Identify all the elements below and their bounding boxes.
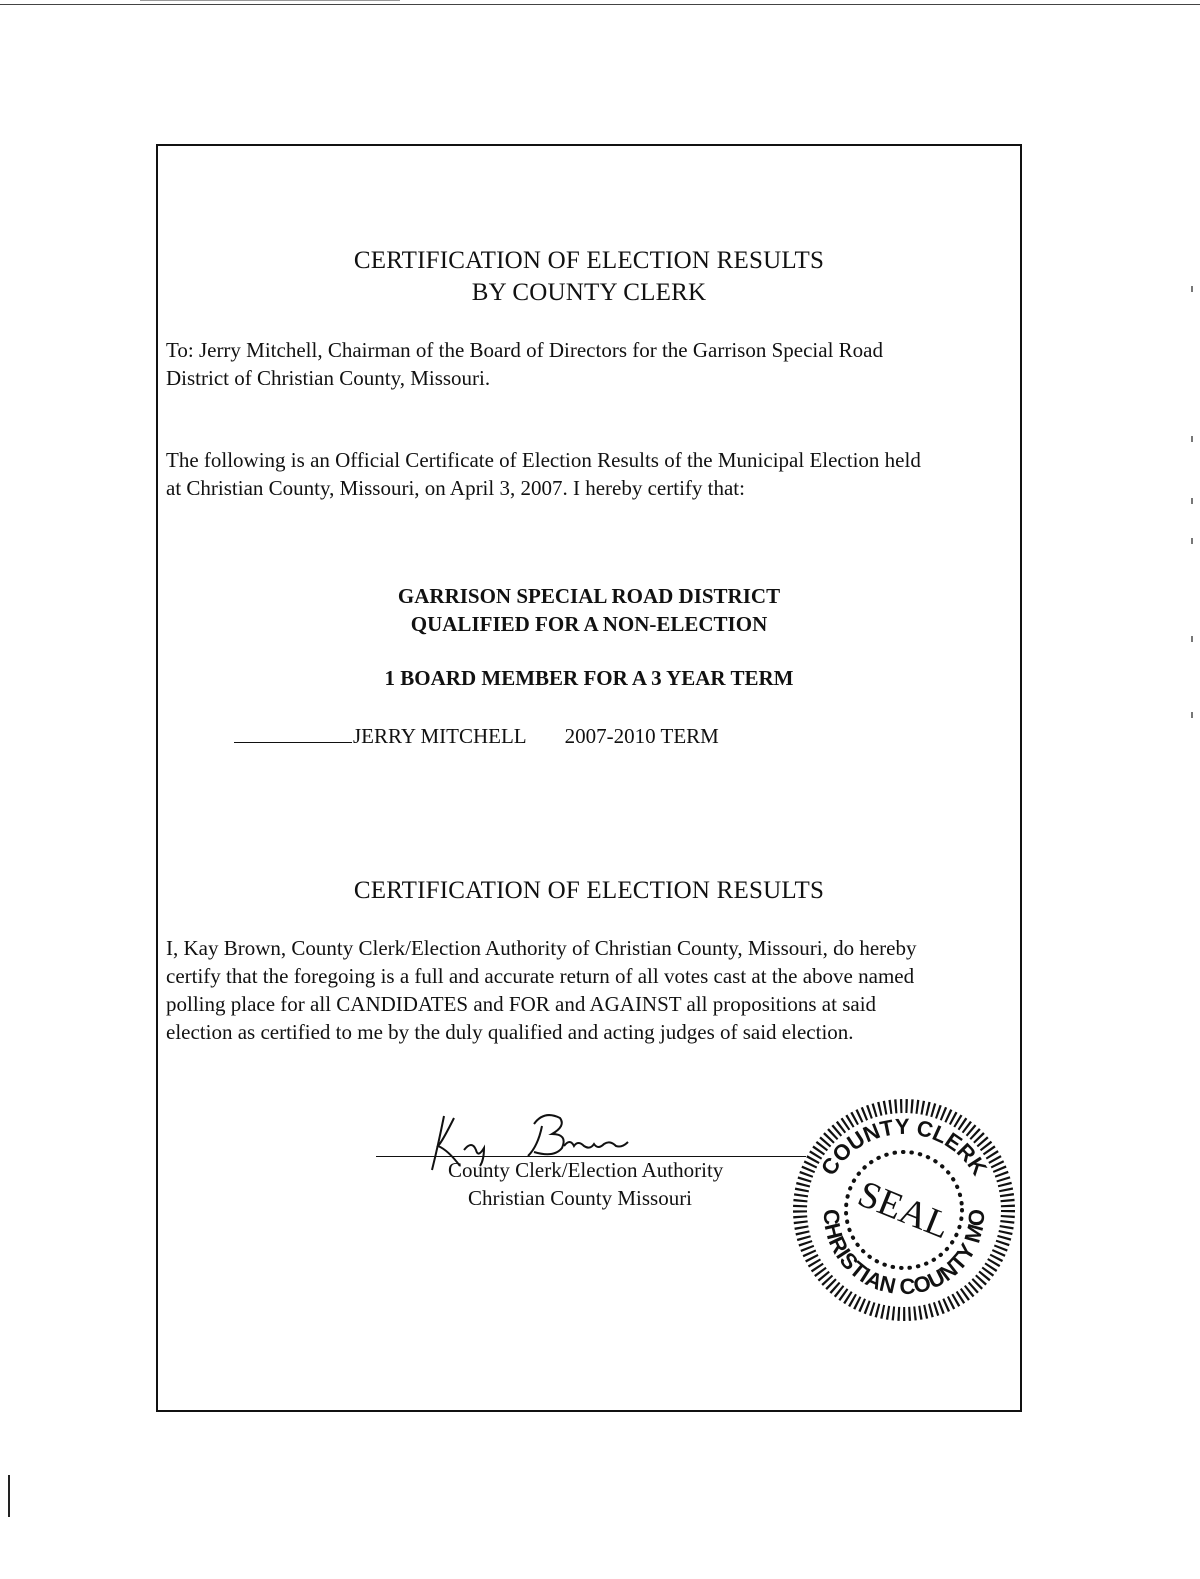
district-heading: GARRISON SPECIAL ROAD DISTRICT [397,584,781,608]
seal-ring-text-bottom: CHRISTIAN COUNTY MO [818,1208,990,1300]
seal-center-text: SEAL [852,1172,956,1248]
certification-line: polling place for all CANDIDATES and FOR and AGAINST all propositions at said [166,992,877,1016]
scan-edge-mark [1191,498,1193,504]
scan-edge-mark [1191,712,1193,718]
candidate-name: JERRY MITCHELL [353,724,527,748]
county-clerk-seal [788,1094,1020,1326]
certification-line: I, Kay Brown, County Clerk/Election Authority of Christian County, Missouri, do hereby [166,936,917,960]
addressee-paragraph [166,336,1022,392]
scan-edge-mark [1191,436,1193,442]
candidate-term: 2007-2010 TERM [564,724,719,748]
certificate-subtitle: BY COUNTY CLERK [471,279,707,306]
certification-heading: CERTIFICATION OF ELECTION RESULTS [353,877,825,904]
certificate-frame [156,144,1022,1412]
certification-line: election as certified to me by the duly qualified and acting judges of said election. [166,1020,854,1044]
scan-edge-mark [1191,538,1193,544]
scan-top-rule [0,4,1200,5]
vote-blank-line [234,720,352,743]
scan-edge-mark [1191,636,1193,642]
intro-paragraph [166,446,1022,502]
scan-top-rule-faint [140,0,400,1]
addressee-line: District of Christian County, Missouri. [166,366,491,390]
addressee-line: To: Jerry Mitchell, Chairman of the Board of Directors for the Garrison Special Road [166,338,883,362]
intro-line: The following is an Official Certificate of Election Results of the Municipal Election held [166,448,921,472]
scan-edge-mark [1191,286,1193,292]
signature-title: County Clerk/Election Authority [448,1158,724,1182]
certification-paragraph [166,934,1022,1046]
office-heading: 1 BOARD MEMBER FOR A 3 YEAR TERM [384,666,794,690]
intro-line: at Christian County, Missouri, on April 3, 2007. I hereby certify that: [166,476,745,500]
certificate-title: CERTIFICATION OF ELECTION RESULTS [353,247,825,274]
signature-county: Christian County Missouri [468,1186,693,1210]
result-row [234,720,719,750]
district-status: QUALIFIED FOR A NON-ELECTION [410,612,768,636]
seal-ring-text: COUNTY CLERK [815,1113,993,1180]
certification-line: certify that the foregoing is a full and accurate return of all votes cast at the above named [166,964,915,988]
scan-edge-mark [8,1475,10,1517]
